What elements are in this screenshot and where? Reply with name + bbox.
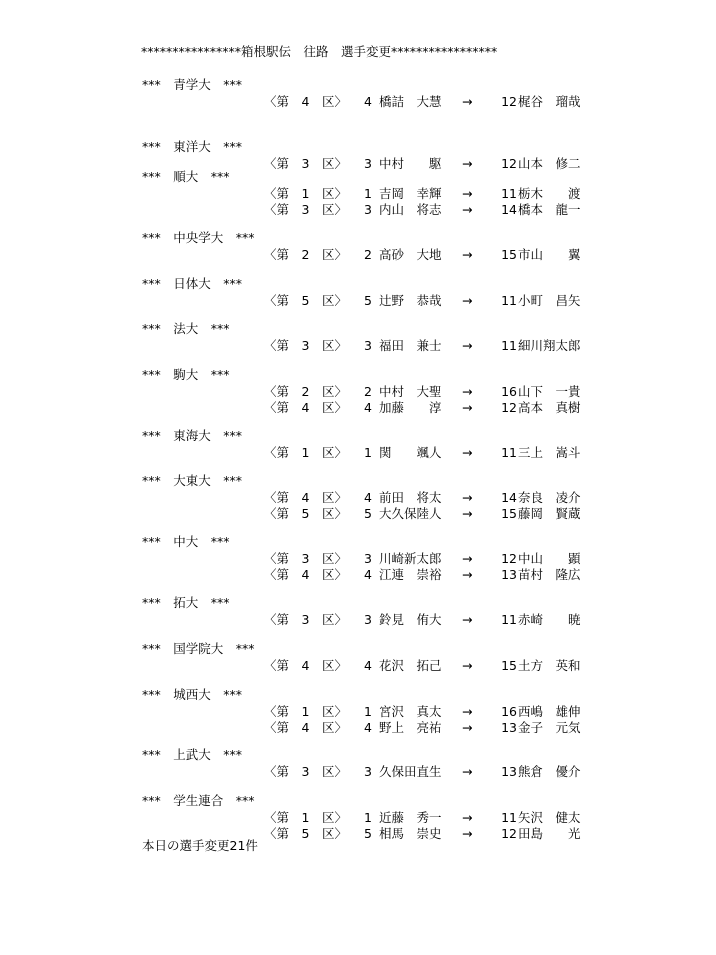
outgoing-number: 1 bbox=[364, 704, 372, 719]
outgoing-number: 3 bbox=[364, 764, 372, 779]
section-label: 〈第 3 区〉 bbox=[264, 156, 347, 171]
arrow-icon: → bbox=[462, 567, 473, 582]
change-row bbox=[0, 384, 716, 399]
summary-footer: 本日の選手変更21件 bbox=[142, 838, 258, 853]
incoming-number: 13 bbox=[501, 764, 517, 779]
team-heading: *** 法大 *** bbox=[142, 321, 230, 336]
incoming-runner: 市山 翼 bbox=[518, 247, 581, 262]
incoming-number: 12 bbox=[501, 551, 517, 566]
outgoing-number: 2 bbox=[364, 247, 372, 262]
change-row bbox=[0, 400, 716, 415]
arrow-icon: → bbox=[462, 445, 473, 460]
outgoing-runner: 吉岡 幸輝 bbox=[379, 186, 442, 201]
incoming-runner: 高本 真樹 bbox=[518, 400, 581, 415]
arrow-icon: → bbox=[462, 506, 473, 521]
incoming-number: 11 bbox=[501, 445, 517, 460]
incoming-runner: 奈良 凌介 bbox=[518, 490, 581, 505]
outgoing-runner: 花沢 拓己 bbox=[379, 658, 442, 673]
outgoing-runner: 辻野 恭哉 bbox=[379, 293, 442, 308]
outgoing-runner: 加藤 淳 bbox=[379, 400, 442, 415]
section-label: 〈第 3 区〉 bbox=[264, 551, 347, 566]
outgoing-number: 3 bbox=[364, 156, 372, 171]
team-heading: *** 順大 *** bbox=[142, 169, 230, 184]
arrow-icon: → bbox=[462, 551, 473, 566]
page-title: ****************箱根駅伝 往路 選手変更***************** bbox=[141, 44, 498, 59]
incoming-runner: 栃木 渡 bbox=[518, 186, 581, 201]
incoming-runner: 三上 嵩斗 bbox=[518, 445, 581, 460]
team-heading: *** 駒大 *** bbox=[142, 367, 230, 382]
change-row bbox=[0, 551, 716, 566]
incoming-number: 15 bbox=[501, 506, 517, 521]
arrow-icon: → bbox=[462, 764, 473, 779]
incoming-number: 12 bbox=[501, 400, 517, 415]
team-heading: *** 国学院大 *** bbox=[142, 641, 255, 656]
arrow-icon: → bbox=[462, 810, 473, 825]
incoming-runner: 小町 昌矢 bbox=[518, 293, 581, 308]
change-row bbox=[0, 293, 716, 308]
change-row bbox=[0, 247, 716, 262]
section-label: 〈第 4 区〉 bbox=[264, 400, 347, 415]
incoming-runner: 西嶋 雄伸 bbox=[518, 704, 581, 719]
team-heading: *** 東洋大 *** bbox=[142, 139, 243, 154]
arrow-icon: → bbox=[462, 94, 473, 109]
outgoing-number: 3 bbox=[364, 551, 372, 566]
outgoing-runner: 中村 駆 bbox=[379, 156, 442, 171]
change-row bbox=[0, 156, 716, 171]
section-label: 〈第 2 区〉 bbox=[264, 384, 347, 399]
change-row bbox=[0, 186, 716, 201]
change-row bbox=[0, 567, 716, 582]
incoming-number: 13 bbox=[501, 720, 517, 735]
incoming-runner: 田島 光 bbox=[518, 826, 581, 841]
incoming-number: 15 bbox=[501, 247, 517, 262]
team-heading: *** 東海大 *** bbox=[142, 428, 243, 443]
section-label: 〈第 1 区〉 bbox=[264, 810, 347, 825]
section-label: 〈第 1 区〉 bbox=[264, 186, 347, 201]
section-label: 〈第 4 区〉 bbox=[264, 94, 347, 109]
outgoing-runner: 宮沢 真太 bbox=[379, 704, 442, 719]
incoming-number: 16 bbox=[501, 704, 517, 719]
section-label: 〈第 4 区〉 bbox=[264, 720, 347, 735]
arrow-icon: → bbox=[462, 156, 473, 171]
arrow-icon: → bbox=[462, 720, 473, 735]
section-label: 〈第 5 区〉 bbox=[264, 293, 347, 308]
arrow-icon: → bbox=[462, 490, 473, 505]
section-label: 〈第 4 区〉 bbox=[264, 567, 347, 582]
outgoing-number: 1 bbox=[364, 445, 372, 460]
change-row bbox=[0, 810, 716, 825]
incoming-runner: 土方 英和 bbox=[518, 658, 581, 673]
incoming-runner: 金子 元気 bbox=[518, 720, 581, 735]
incoming-runner: 橋本 龍一 bbox=[518, 202, 581, 217]
change-row bbox=[0, 338, 716, 353]
outgoing-number: 4 bbox=[364, 720, 372, 735]
outgoing-number: 1 bbox=[364, 186, 372, 201]
outgoing-runner: 鈴見 侑大 bbox=[379, 612, 442, 627]
arrow-icon: → bbox=[462, 658, 473, 673]
change-row bbox=[0, 720, 716, 735]
outgoing-number: 4 bbox=[364, 94, 372, 109]
incoming-number: 12 bbox=[501, 94, 517, 109]
outgoing-runner: 中村 大聖 bbox=[379, 384, 442, 399]
incoming-number: 12 bbox=[501, 156, 517, 171]
change-row bbox=[0, 445, 716, 460]
section-label: 〈第 5 区〉 bbox=[264, 506, 347, 521]
section-label: 〈第 3 区〉 bbox=[264, 764, 347, 779]
arrow-icon: → bbox=[462, 612, 473, 627]
outgoing-number: 1 bbox=[364, 810, 372, 825]
arrow-icon: → bbox=[462, 247, 473, 262]
team-heading: *** 大東大 *** bbox=[142, 473, 243, 488]
outgoing-number: 4 bbox=[364, 400, 372, 415]
section-label: 〈第 4 区〉 bbox=[264, 490, 347, 505]
incoming-runner: 藤岡 賢蔵 bbox=[518, 506, 581, 521]
arrow-icon: → bbox=[462, 704, 473, 719]
incoming-number: 14 bbox=[501, 490, 517, 505]
incoming-number: 11 bbox=[501, 612, 517, 627]
incoming-number: 14 bbox=[501, 202, 517, 217]
outgoing-runner: 前田 将太 bbox=[379, 490, 442, 505]
team-heading: *** 拓大 *** bbox=[142, 595, 230, 610]
change-row bbox=[0, 764, 716, 779]
change-row bbox=[0, 490, 716, 505]
team-heading: *** 中大 *** bbox=[142, 534, 230, 549]
incoming-runner: 赤崎 暁 bbox=[518, 612, 581, 627]
arrow-icon: → bbox=[462, 293, 473, 308]
section-label: 〈第 5 区〉 bbox=[264, 826, 347, 841]
outgoing-runner: 川崎新太郎 bbox=[379, 551, 442, 566]
incoming-number: 11 bbox=[501, 293, 517, 308]
arrow-icon: → bbox=[462, 186, 473, 201]
outgoing-runner: 江連 崇裕 bbox=[379, 567, 442, 582]
incoming-number: 11 bbox=[501, 338, 517, 353]
section-label: 〈第 3 区〉 bbox=[264, 612, 347, 627]
incoming-number: 11 bbox=[501, 810, 517, 825]
change-row bbox=[0, 506, 716, 521]
incoming-runner: 山下 一貴 bbox=[518, 384, 581, 399]
team-heading: *** 城西大 *** bbox=[142, 687, 243, 702]
team-heading: *** 青学大 *** bbox=[142, 77, 243, 92]
incoming-runner: 熊倉 優介 bbox=[518, 764, 581, 779]
section-label: 〈第 3 区〉 bbox=[264, 202, 347, 217]
incoming-runner: 山本 修二 bbox=[518, 156, 581, 171]
incoming-number: 12 bbox=[501, 826, 517, 841]
change-row bbox=[0, 94, 716, 109]
outgoing-number: 2 bbox=[364, 384, 372, 399]
outgoing-runner: 内山 将志 bbox=[379, 202, 442, 217]
outgoing-runner: 橋詰 大慧 bbox=[379, 94, 442, 109]
incoming-number: 13 bbox=[501, 567, 517, 582]
arrow-icon: → bbox=[462, 384, 473, 399]
change-row bbox=[0, 826, 716, 841]
section-label: 〈第 1 区〉 bbox=[264, 445, 347, 460]
outgoing-number: 5 bbox=[364, 293, 372, 308]
change-row bbox=[0, 658, 716, 673]
section-label: 〈第 4 区〉 bbox=[264, 658, 347, 673]
team-heading: *** 学生連合 *** bbox=[142, 793, 255, 808]
arrow-icon: → bbox=[462, 202, 473, 217]
outgoing-number: 4 bbox=[364, 567, 372, 582]
section-label: 〈第 2 区〉 bbox=[264, 247, 347, 262]
outgoing-number: 3 bbox=[364, 202, 372, 217]
incoming-number: 11 bbox=[501, 186, 517, 201]
outgoing-runner: 久保田直生 bbox=[379, 764, 442, 779]
outgoing-runner: 近藤 秀一 bbox=[379, 810, 442, 825]
team-heading: *** 上武大 *** bbox=[142, 747, 243, 762]
outgoing-runner: 野上 亮祐 bbox=[379, 720, 442, 735]
outgoing-runner: 相馬 崇史 bbox=[379, 826, 442, 841]
outgoing-runner: 高砂 大地 bbox=[379, 247, 442, 262]
outgoing-runner: 福田 兼士 bbox=[379, 338, 442, 353]
change-row bbox=[0, 202, 716, 217]
outgoing-number: 4 bbox=[364, 658, 372, 673]
arrow-icon: → bbox=[462, 338, 473, 353]
section-label: 〈第 1 区〉 bbox=[264, 704, 347, 719]
incoming-runner: 矢沢 健太 bbox=[518, 810, 581, 825]
incoming-number: 16 bbox=[501, 384, 517, 399]
team-heading: *** 中央学大 *** bbox=[142, 230, 255, 245]
outgoing-runner: 大久保陸人 bbox=[379, 506, 442, 521]
arrow-icon: → bbox=[462, 826, 473, 841]
outgoing-number: 4 bbox=[364, 490, 372, 505]
outgoing-runner: 関 颯人 bbox=[379, 445, 442, 460]
outgoing-number: 3 bbox=[364, 338, 372, 353]
incoming-number: 15 bbox=[501, 658, 517, 673]
incoming-runner: 中山 顕 bbox=[518, 551, 581, 566]
team-heading: *** 日体大 *** bbox=[142, 276, 243, 291]
incoming-runner: 細川翔太郎 bbox=[518, 338, 581, 353]
incoming-runner: 苗村 隆広 bbox=[518, 567, 581, 582]
outgoing-number: 3 bbox=[364, 612, 372, 627]
change-row bbox=[0, 612, 716, 627]
change-row bbox=[0, 704, 716, 719]
arrow-icon: → bbox=[462, 400, 473, 415]
outgoing-number: 5 bbox=[364, 826, 372, 841]
incoming-runner: 梶谷 瑠哉 bbox=[518, 94, 581, 109]
outgoing-number: 5 bbox=[364, 506, 372, 521]
section-label: 〈第 3 区〉 bbox=[264, 338, 347, 353]
